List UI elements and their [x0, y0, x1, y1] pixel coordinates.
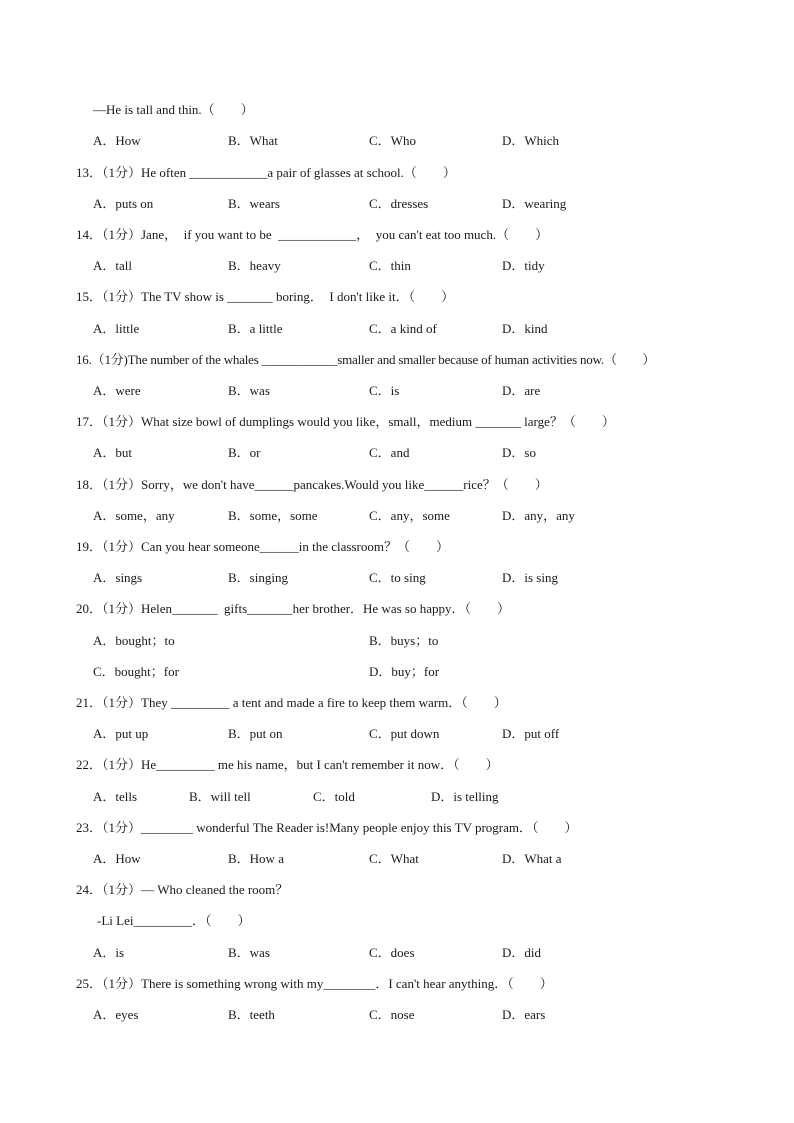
question-19-stem: 19．（1分）Can you hear someone______in the classroom？（ ） [76, 539, 449, 554]
option-c[interactable]: C．put down [369, 726, 440, 741]
option-b[interactable]: B．heavy [228, 258, 281, 273]
option-c[interactable]: C．Who [369, 133, 416, 148]
option-a[interactable]: A．some，any [93, 508, 175, 523]
question-16-stem: 16.（1分)The number of the whales ____________smaller and smaller because of human activities now.（ ） [76, 352, 656, 367]
option-d[interactable]: D．so [502, 445, 536, 460]
question-25-stem: 25．（1分）There is something wrong with my________．I can't hear anything．（ ） [76, 976, 553, 991]
option-b[interactable]: B．was [228, 383, 270, 398]
option-c[interactable]: C．What [369, 851, 419, 866]
option-b[interactable]: B．put on [228, 726, 283, 741]
option-d[interactable]: D．did [502, 945, 542, 960]
option-c[interactable]: C．is [369, 383, 400, 398]
option-d[interactable]: D．Which [502, 133, 560, 148]
question-14-stem: 14．（1分）Jane， if you want to be ____________， you can't eat too much.（ ） [76, 227, 549, 242]
question-21-stem: 21．（1分）They _________ a tent and made a fire to keep them warm．（ ） [76, 695, 507, 710]
option-d[interactable]: D．put off [502, 726, 560, 741]
option-c[interactable]: C．and [369, 445, 410, 460]
question-13-stem: 13．（1分）He often ____________a pair of glasses at school.（ ） [76, 165, 456, 180]
question-12-prompt: —He is tall and thin.（ ） [93, 102, 254, 117]
option-c[interactable]: C．told [313, 789, 355, 804]
option-b[interactable]: B．some，some [228, 508, 318, 523]
option-c[interactable]: C．any，some [369, 508, 450, 523]
question-23-stem: 23．（1分）________ wonderful The Reader is!Many people enjoy this TV program．（ ） [76, 820, 578, 835]
option-b[interactable]: B．was [228, 945, 270, 960]
option-c[interactable]: C．nose [369, 1007, 415, 1022]
option-a[interactable]: A．How [93, 851, 141, 866]
option-a[interactable]: A．were [93, 383, 141, 398]
option-b[interactable]: B．buys；to [369, 633, 439, 648]
option-b[interactable]: B．or [228, 445, 261, 460]
option-d[interactable]: D．any，any [502, 508, 575, 523]
option-a[interactable]: A．tall [93, 258, 132, 273]
option-b[interactable]: B．singing [228, 570, 288, 585]
option-d[interactable]: D．tidy [502, 258, 545, 273]
option-b[interactable]: B．wears [228, 196, 280, 211]
question-22-stem: 22．（1分）He_________ me his name，but I can't remember it now．（ ） [76, 757, 499, 772]
option-d[interactable]: D．What a [502, 851, 562, 866]
option-b[interactable]: B．How a [228, 851, 284, 866]
option-c[interactable]: C．to sing [369, 570, 426, 585]
option-a[interactable]: A．but [93, 445, 133, 460]
option-c[interactable]: C．bought；for [93, 664, 179, 679]
option-b[interactable]: B．will tell [189, 789, 251, 804]
option-c[interactable]: C．does [369, 945, 415, 960]
option-d[interactable]: D．are [502, 383, 541, 398]
option-d[interactable]: D．buy；for [369, 664, 440, 679]
option-b[interactable]: B．teeth [228, 1007, 275, 1022]
option-c[interactable]: C．a kind of [369, 321, 437, 336]
question-24-answer-line: -Li Lei_________．（ ） [97, 913, 251, 928]
option-c[interactable]: C．thin [369, 258, 411, 273]
option-a[interactable]: A．bought；to [93, 633, 175, 648]
option-d[interactable]: D．kind [502, 321, 548, 336]
option-b[interactable]: B．a little [228, 321, 283, 336]
option-a[interactable]: A．puts on [93, 196, 154, 211]
question-18-stem: 18．（1分）Sorry，we don't have______pancakes.Would you like______rice？（ ） [76, 477, 548, 492]
option-d[interactable]: D．is sing [502, 570, 558, 585]
question-17-stem: 17．（1分）What size bowl of dumplings would you like，small，medium _______ large？（ ） [76, 414, 615, 429]
question-24-stem: 24．（1分）— Who cleaned the room？ [76, 882, 289, 897]
question-20-stem: 20．（1分）Helen_______ gifts_______her brother．He was so happy．（ ） [76, 601, 510, 616]
option-d[interactable]: D．ears [502, 1007, 546, 1022]
option-d[interactable]: D．wearing [502, 196, 567, 211]
option-a[interactable]: A．is [93, 945, 125, 960]
option-a[interactable]: A．put up [93, 726, 149, 741]
option-d[interactable]: D．is telling [431, 789, 499, 804]
question-15-stem: 15．（1分）The TV show is _______ boring． I don't like it．（ ） [76, 289, 455, 304]
option-c[interactable]: C．dresses [369, 196, 429, 211]
option-a[interactable]: A．sings [93, 570, 143, 585]
option-b[interactable]: B．What [228, 133, 278, 148]
option-a[interactable]: A．eyes [93, 1007, 139, 1022]
option-a[interactable]: A．little [93, 321, 140, 336]
option-a[interactable]: A．How [93, 133, 141, 148]
option-a[interactable]: A．tells [93, 789, 138, 804]
